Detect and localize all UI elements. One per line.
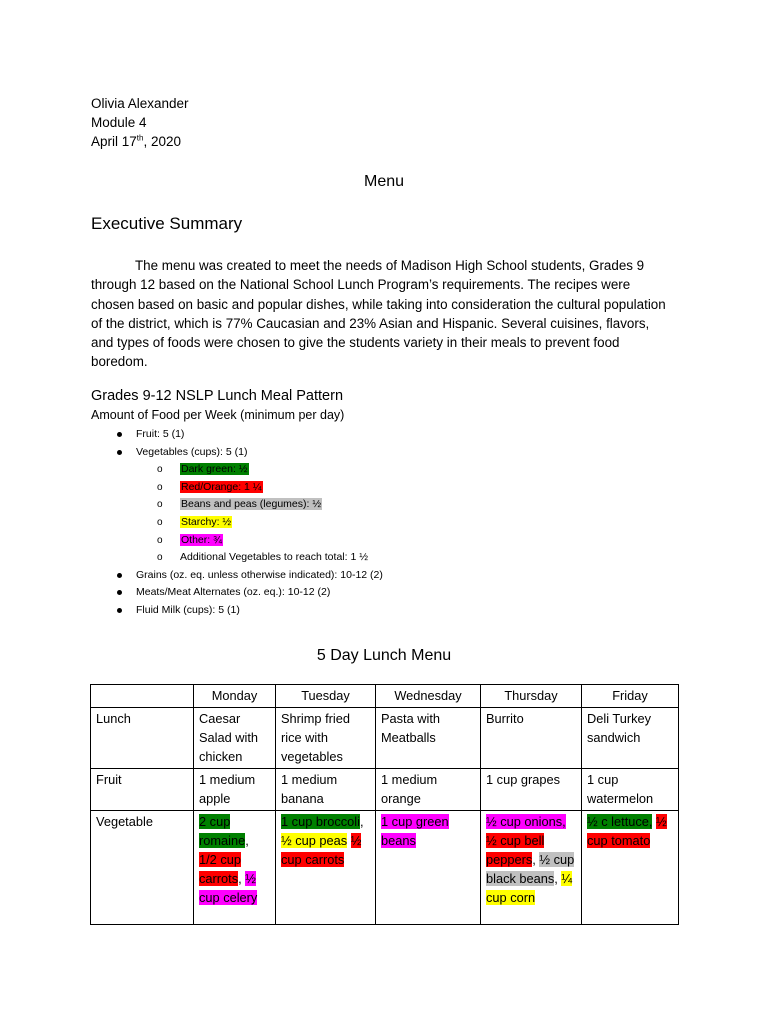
fruit-friday: 1 cup watermelon [582,769,679,811]
list-item-grains: Grains (oz. eq. unless otherwise indicated): 10-12 (2) [136,567,383,585]
fruit-monday: 1 medium apple [194,769,276,811]
document-date: April 17th, 2020 [91,133,181,149]
list-item-other: o Other: ¾ [180,532,383,550]
table-row-vegetable [91,811,679,925]
author-name: Olivia Alexander [91,96,189,111]
list-item-beans-peas: o Beans and peas (legumes): ½ [180,496,383,514]
day-header-monday: Monday [194,685,276,708]
lunch-tuesday: Shrimp fried rice with vegetables [276,708,376,769]
fruit-thursday: 1 cup grapes [481,769,582,811]
list-item-vegetables: Vegetables (cups): 5 (1) o Dark green: ½ o Red/Orange: 1 ¼ o Beans and peas (legumes): ½ o Starchy: ½ o Other: ¾ o Additional Vegetables to reach total: 1 ½ [136,444,383,567]
table-row-fruit [91,769,679,811]
row-label-fruit: Fruit [91,769,194,811]
day-header-tuesday: Tuesday [276,685,376,708]
meal-pattern-subheading: Amount of Food per Week (minimum per day) [91,408,345,422]
list-item-starchy: o Starchy: ½ [180,514,383,532]
table-corner-cell [91,685,194,708]
list-item-dark-green: o Dark green: ½ [180,461,383,479]
fruit-wednesday: 1 medium orange [376,769,481,811]
executive-summary-heading: Executive Summary [91,214,243,233]
lunch-menu-table [90,684,679,925]
table-header-row [91,685,679,708]
vegetable-subgroup-list [136,461,383,567]
vegetable-monday: 2 cup romaine, 1/2 cup carrots, ½ cup celery [194,811,276,925]
fruit-tuesday: 1 medium banana [276,769,376,811]
day-header-thursday: Thursday [481,685,582,708]
row-label-vegetable: Vegetable [91,811,194,925]
list-item-red-orange: o Red/Orange: 1 ¼ [180,479,383,497]
list-item-meats: Meats/Meat Alternates (oz. eq.): 10-12 (2) [136,584,383,602]
module-label: Module 4 [91,115,147,130]
lunch-menu-title: 5 Day Lunch Menu [316,647,452,664]
meal-pattern-heading: Grades 9-12 NSLP Lunch Meal Pattern [91,388,344,404]
lunch-wednesday: Pasta with Meatballs [376,708,481,769]
vegetable-wednesday: 1 cup green beans [376,811,481,925]
lunch-thursday: Burrito [481,708,582,769]
meal-pattern-list [136,426,383,620]
vegetable-friday: ½ c lettuce, ½ cup tomato [582,811,679,925]
vegetable-thursday: ½ cup onions, ½ cup bell peppers, ½ cup black beans, ¼ cup corn [481,811,582,925]
lunch-monday: Caesar Salad with chicken [194,708,276,769]
executive-summary-paragraph: The menu was created to meet the needs of Madison High School students, Grades 9 through 12 based on the National School Lunch Program’s requirements. The recipes were chosen based on basic and popular dishes, while taking into consideration the cultural population of the district, which is 77% Caucasian and 23% Asian and Hispanic. Several cuisines, flavors, and types of foods were chosen to give the students variety in their meals to prevent food boredom. [91,258,666,370]
document-title: Menu [363,173,405,190]
lunch-friday: Deli Turkey sandwich [582,708,679,769]
list-item-milk: Fluid Milk (cups): 5 (1) [136,602,383,620]
list-item-additional: o Additional Vegetables to reach total: 1 ½ [180,549,383,567]
row-label-lunch: Lunch [91,708,194,769]
list-item-fruit: Fruit: 5 (1) [136,426,383,444]
table-row-lunch [91,708,679,769]
day-header-friday: Friday [582,685,679,708]
day-header-wednesday: Wednesday [376,685,481,708]
vegetable-tuesday: 1 cup broccoli, ½ cup peas ½ cup carrots [276,811,376,925]
